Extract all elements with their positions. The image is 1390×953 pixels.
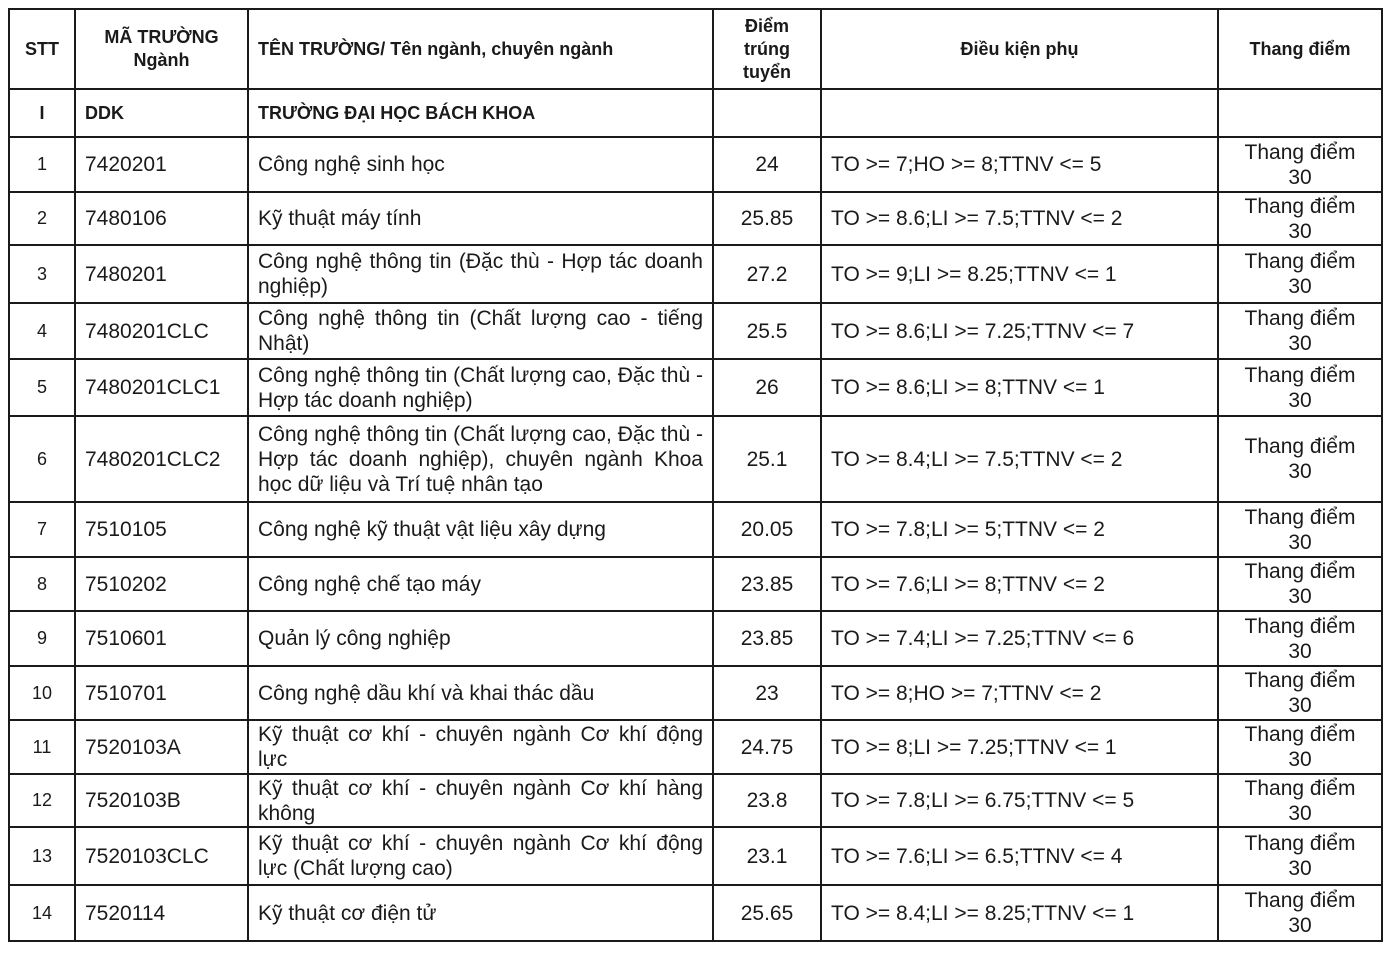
row-stt: 14 [9,885,75,941]
row-score: 23.8 [713,774,821,827]
row-stt: 11 [9,720,75,774]
row-name: Kỹ thuật cơ điện tử [248,885,713,941]
section-code: DDK [75,89,248,137]
table-row [9,557,1382,611]
row-score: 25.1 [713,416,821,502]
table-row [9,137,1382,192]
row-condition: TO >= 8.6;LI >= 7.5;TTNV <= 2 [821,192,1218,245]
header-scale: Thang điểm [1218,9,1382,89]
row-code: 7510601 [75,611,248,666]
row-code: 7420201 [75,137,248,192]
row-scale: Thang điểm 30 [1218,416,1382,502]
row-condition: TO >= 7;HO >= 8;TTNV <= 5 [821,137,1218,192]
row-code: 7510202 [75,557,248,611]
table-row [9,885,1382,941]
row-stt: 9 [9,611,75,666]
row-scale: Thang điểm 30 [1218,245,1382,303]
row-scale: Thang điểm 30 [1218,502,1382,557]
row-code: 7520103B [75,774,248,827]
row-code: 7510105 [75,502,248,557]
row-code: 7480201 [75,245,248,303]
table-row [9,303,1382,359]
row-stt: 5 [9,359,75,416]
row-condition: TO >= 9;LI >= 8.25;TTNV <= 1 [821,245,1218,303]
table-row [9,666,1382,720]
row-stt: 1 [9,137,75,192]
row-score: 26 [713,359,821,416]
row-scale: Thang điểm 30 [1218,359,1382,416]
row-score: 23.85 [713,557,821,611]
row-name: Công nghệ thông tin (Chất lượng cao - tiếng Nhật) [248,303,713,359]
table-row [9,502,1382,557]
table-row [9,774,1382,827]
row-condition: TO >= 8.4;LI >= 7.5;TTNV <= 2 [821,416,1218,502]
row-scale: Thang điểm 30 [1218,774,1382,827]
header-condition: Điều kiện phụ [821,9,1218,89]
row-stt: 8 [9,557,75,611]
row-condition: TO >= 8.4;LI >= 8.25;TTNV <= 1 [821,885,1218,941]
row-code: 7520114 [75,885,248,941]
header-code: MÃ TRƯỜNG Ngành [75,9,248,89]
row-score: 20.05 [713,502,821,557]
row-name: Kỹ thuật máy tính [248,192,713,245]
row-name: Kỹ thuật cơ khí - chuyên ngành Cơ khí động lực (Chất lượng cao) [248,827,713,885]
header-name: TÊN TRƯỜNG/ Tên ngành, chuyên ngành [248,9,713,89]
row-condition: TO >= 7.8;LI >= 5;TTNV <= 2 [821,502,1218,557]
row-code: 7480201CLC [75,303,248,359]
row-stt: 7 [9,502,75,557]
row-name: Công nghệ sinh học [248,137,713,192]
row-code: 7480201CLC1 [75,359,248,416]
row-stt: 2 [9,192,75,245]
row-name: Công nghệ kỹ thuật vật liệu xây dựng [248,502,713,557]
row-scale: Thang điểm 30 [1218,827,1382,885]
table-row [9,245,1382,303]
table-row [9,611,1382,666]
row-scale: Thang điểm 30 [1218,885,1382,941]
header-score: Điểm trúng tuyển [713,9,821,89]
row-name: Kỹ thuật cơ khí - chuyên ngành Cơ khí hàng không [248,774,713,827]
row-scale: Thang điểm 30 [1218,137,1382,192]
row-code: 7510701 [75,666,248,720]
header-row [9,9,1382,89]
row-scale: Thang điểm 30 [1218,192,1382,245]
row-condition: TO >= 8;LI >= 7.25;TTNV <= 1 [821,720,1218,774]
section-condition [821,89,1218,137]
row-condition: TO >= 8.6;LI >= 8;TTNV <= 1 [821,359,1218,416]
row-stt: 4 [9,303,75,359]
row-name: Công nghệ dầu khí và khai thác dầu [248,666,713,720]
row-condition: TO >= 8.6;LI >= 7.25;TTNV <= 7 [821,303,1218,359]
row-condition: TO >= 7.8;LI >= 6.75;TTNV <= 5 [821,774,1218,827]
row-score: 23 [713,666,821,720]
row-score: 25.65 [713,885,821,941]
row-stt: 3 [9,245,75,303]
row-code: 7520103A [75,720,248,774]
row-scale: Thang điểm 30 [1218,666,1382,720]
row-scale: Thang điểm 30 [1218,720,1382,774]
row-code: 7480201CLC2 [75,416,248,502]
table-row [9,827,1382,885]
section-scale [1218,89,1382,137]
row-stt: 6 [9,416,75,502]
row-scale: Thang điểm 30 [1218,303,1382,359]
header-stt: STT [9,9,75,89]
row-stt: 12 [9,774,75,827]
row-score: 23.1 [713,827,821,885]
table-row [9,416,1382,502]
table-row [9,720,1382,774]
row-score: 24.75 [713,720,821,774]
section-name: TRƯỜNG ĐẠI HỌC BÁCH KHOA [248,89,713,137]
row-name: Công nghệ thông tin (Chất lượng cao, Đặc thù - Hợp tác doanh nghiệp) [248,359,713,416]
row-condition: TO >= 8;HO >= 7;TTNV <= 2 [821,666,1218,720]
row-score: 24 [713,137,821,192]
row-score: 23.85 [713,611,821,666]
row-code: 7480106 [75,192,248,245]
admission-scores-table [8,8,1383,942]
row-score: 25.85 [713,192,821,245]
section-stt: I [9,89,75,137]
row-condition: TO >= 7.6;LI >= 8;TTNV <= 2 [821,557,1218,611]
row-name: Công nghệ thông tin (Đặc thù - Hợp tác doanh nghiệp) [248,245,713,303]
row-condition: TO >= 7.4;LI >= 7.25;TTNV <= 6 [821,611,1218,666]
row-name: Công nghệ chế tạo máy [248,557,713,611]
row-condition: TO >= 7.6;LI >= 6.5;TTNV <= 4 [821,827,1218,885]
row-score: 27.2 [713,245,821,303]
table-row [9,359,1382,416]
table-row [9,192,1382,245]
section-score [713,89,821,137]
row-name: Kỹ thuật cơ khí - chuyên ngành Cơ khí động lực [248,720,713,774]
row-scale: Thang điểm 30 [1218,557,1382,611]
row-stt: 10 [9,666,75,720]
row-name: Quản lý công nghiệp [248,611,713,666]
row-code: 7520103CLC [75,827,248,885]
row-scale: Thang điểm 30 [1218,611,1382,666]
row-score: 25.5 [713,303,821,359]
row-name: Công nghệ thông tin (Chất lượng cao, Đặc thù - Hợp tác doanh nghiệp), chuyên ngành Khoa học dữ liệu và Trí tuệ nhân tạo [248,416,713,502]
row-stt: 13 [9,827,75,885]
section-row [9,89,1382,137]
